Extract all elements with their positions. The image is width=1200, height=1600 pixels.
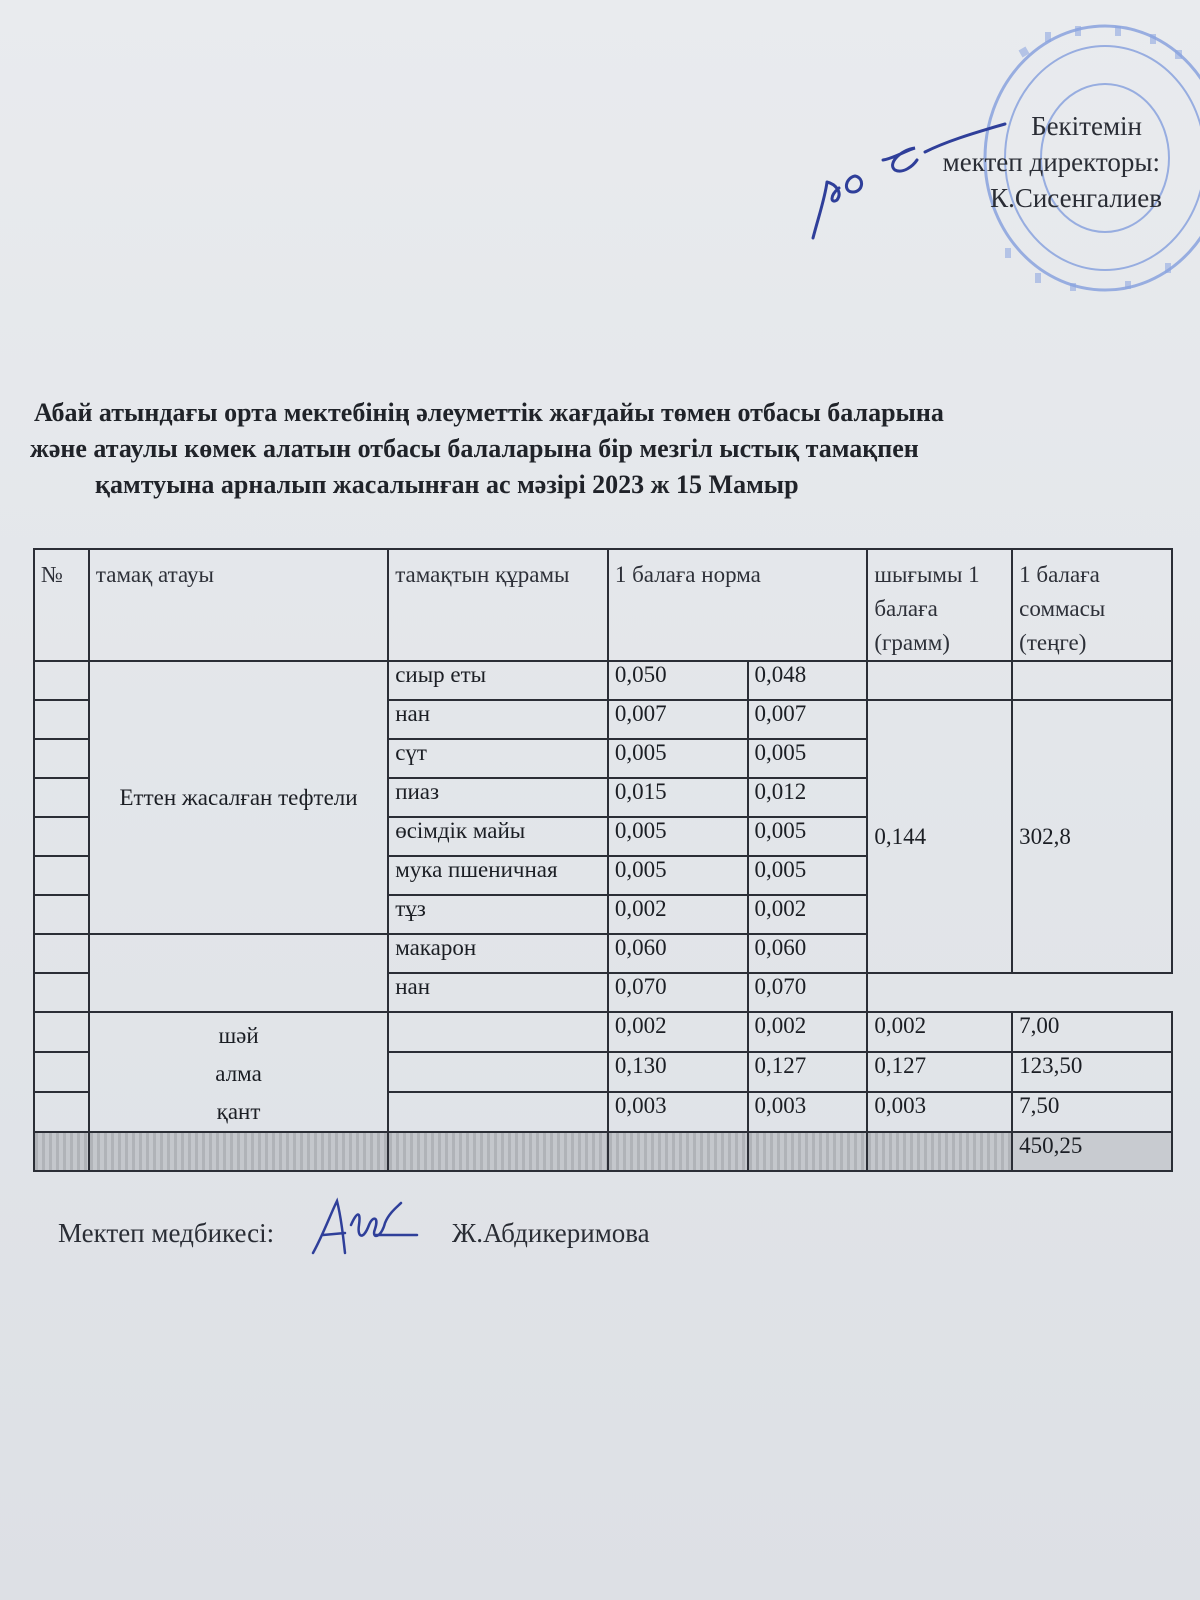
num-cell: [34, 973, 89, 1012]
num-cell: [34, 817, 89, 856]
total-sum: 450,25: [1012, 1132, 1172, 1171]
norm2-cell: 0,005: [748, 739, 868, 778]
nurse-signature-icon: [305, 1195, 425, 1265]
header-composition: тамақтын құрамы: [388, 549, 608, 661]
norm1-cell: 0,070: [608, 973, 748, 1012]
norm2-cell: 0,005: [748, 856, 868, 895]
total-empty-cell: [867, 1132, 1012, 1171]
norm2-cell: 0,007: [748, 700, 868, 739]
total-empty-cell: [89, 1132, 388, 1171]
num-cell: [34, 739, 89, 778]
norm2-cell: 0,005: [748, 817, 868, 856]
nurse-label: Мектеп медбикесі:: [58, 1218, 275, 1248]
norm2-cell: 0,012: [748, 778, 868, 817]
norm2-cell: 0,127: [748, 1052, 868, 1092]
sum-cell: [1012, 661, 1172, 700]
norm1-cell: 0,050: [608, 661, 748, 700]
num-cell: [34, 1012, 89, 1052]
ingredient-cell: сүт: [388, 739, 608, 778]
num-cell: [34, 778, 89, 817]
total-empty-cell: [388, 1132, 608, 1171]
norm2-cell: 0,048: [748, 661, 868, 700]
output-cell: 0,127: [867, 1052, 1012, 1092]
title-line-1: Абай атындағы орта мектебінің әлеуметтік жағдайы төмен отбасы баларына: [34, 398, 944, 427]
ingredient-cell: [388, 1052, 608, 1092]
dish-name-drinks: [89, 1012, 388, 1132]
ingredient-cell: тұз: [388, 895, 608, 934]
table-header-row: [34, 549, 1172, 661]
ingredient-cell: нан: [388, 973, 608, 1012]
drink-item: шәй: [218, 1023, 259, 1048]
norm2-cell: 0,003: [748, 1092, 868, 1132]
dish-name-empty: [89, 934, 388, 1012]
approval-line-2: мектеп директоры:: [942, 147, 1160, 177]
norm2-cell: 0,002: [748, 895, 868, 934]
group-output-cell: 0,144: [867, 700, 1012, 973]
norm1-cell: 0,060: [608, 934, 748, 973]
ingredient-cell: [388, 1012, 608, 1052]
norm2-cell: 0,060: [748, 934, 868, 973]
total-empty-cell: [608, 1132, 748, 1171]
total-row: [34, 1132, 1172, 1171]
nurse-name: Ж.Абдикеримова: [452, 1218, 650, 1248]
ingredient-cell: пиаз: [388, 778, 608, 817]
header-sum: 1 балаға соммасы (теңге): [1012, 549, 1172, 661]
norm1-cell: 0,130: [608, 1052, 748, 1092]
num-cell: [34, 1092, 89, 1132]
output-cell: [867, 661, 1012, 700]
title-line-2: және атаулы көмек алатын отбасы балаларына бір мезгіл ыстық тамақпен: [30, 434, 919, 463]
norm1-cell: 0,002: [608, 895, 748, 934]
norm1-cell: 0,003: [608, 1092, 748, 1132]
ingredient-cell: сиыр еты: [388, 661, 608, 700]
norm2-cell: 0,070: [748, 973, 868, 1012]
num-cell: [34, 895, 89, 934]
table-row: [34, 1012, 1172, 1052]
output-cell: 0,002: [867, 1012, 1012, 1052]
header-num: №: [34, 549, 89, 661]
norm2-cell: 0,002: [748, 1012, 868, 1052]
title-line-3: қамтуына арналып жасалынған ас мәзірі 2023 ж 15 Мамыр: [95, 470, 799, 499]
approval-block: [942, 108, 1162, 216]
num-cell: [34, 700, 89, 739]
total-empty-cell: [34, 1132, 89, 1171]
ingredient-cell: макарон: [388, 934, 608, 973]
num-cell: [34, 1052, 89, 1092]
drink-item: алма: [215, 1061, 262, 1086]
approval-line-3: К.Сисенгалиев: [990, 183, 1162, 213]
document-title: [30, 395, 1130, 503]
header-output: шығымы 1 балаға (грамм): [867, 549, 1012, 661]
sum-cell: 7,00: [1012, 1012, 1172, 1052]
norm1-cell: 0,005: [608, 817, 748, 856]
norm1-cell: 0,002: [608, 1012, 748, 1052]
ingredient-cell: нан: [388, 700, 608, 739]
norm1-cell: 0,005: [608, 739, 748, 778]
num-cell: [34, 856, 89, 895]
table-row: [34, 661, 1172, 700]
ingredient-cell: өсімдік майы: [388, 817, 608, 856]
ingredient-cell: [388, 1092, 608, 1132]
header-dish: тамақ атауы: [89, 549, 388, 661]
norm1-cell: 0,007: [608, 700, 748, 739]
sum-cell: 123,50: [1012, 1052, 1172, 1092]
norm1-cell: 0,015: [608, 778, 748, 817]
drink-item: қант: [216, 1099, 261, 1124]
approval-line-1: Бекітемін: [1031, 111, 1142, 141]
group-sum-cell: 302,8: [1012, 700, 1172, 973]
num-cell: [34, 934, 89, 973]
menu-table: [33, 548, 1173, 1172]
header-norm: 1 балаға норма: [608, 549, 868, 661]
num-cell: [34, 661, 89, 700]
norm1-cell: 0,005: [608, 856, 748, 895]
total-empty-cell: [748, 1132, 868, 1171]
output-cell: 0,003: [867, 1092, 1012, 1132]
ingredient-cell: мука пшеничная: [388, 856, 608, 895]
sum-cell: 7,50: [1012, 1092, 1172, 1132]
dish-name: Еттен жасалған тефтели: [89, 661, 388, 934]
